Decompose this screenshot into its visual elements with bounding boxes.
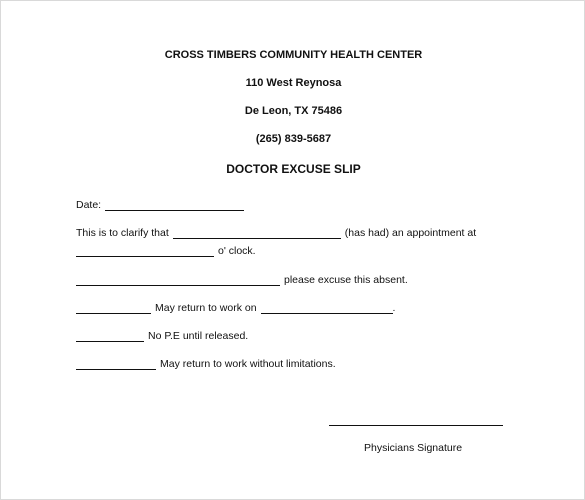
no-pe-label: No P.E until released. <box>148 330 249 342</box>
address-line-2: De Leon, TX 75486 <box>244 105 343 117</box>
no-limit-label: May return to work without limitations. <box>160 358 336 370</box>
org-name: CROSS TIMBERS COMMUNITY HEALTH CENTER <box>164 49 423 61</box>
return-on-label: May return to work on <box>155 302 257 314</box>
clarify-suffix: (has had) an appointment at <box>344 227 477 239</box>
date-label: Date: <box>76 199 102 211</box>
return-on-end: . <box>392 302 396 314</box>
no-limit-row <box>76 358 336 370</box>
date-blank <box>105 200 244 211</box>
no-pe-blank <box>76 331 144 342</box>
excuse-label: please excuse this absent. <box>284 274 408 286</box>
return-on-row <box>76 302 395 314</box>
clarify-prefix: This is to clarify that <box>76 227 169 239</box>
return-on-check-blank <box>76 303 151 314</box>
no-pe-row <box>76 330 248 342</box>
patient-name-blank <box>173 228 341 239</box>
date-row <box>76 199 244 211</box>
excuse-blank <box>76 275 280 286</box>
phone-number: (265) 839-5687 <box>255 133 332 145</box>
document-title: DOCTOR EXCUSE SLIP <box>226 162 361 176</box>
time-row <box>76 245 256 257</box>
address-line-1: 110 West Reynosa <box>245 77 342 89</box>
signature-label: Physicians Signature <box>364 442 463 454</box>
return-date-blank <box>261 303 393 314</box>
oclock-label: o' clock. <box>218 245 256 257</box>
clarify-row <box>76 227 476 239</box>
no-limit-blank <box>76 359 156 370</box>
excuse-row <box>76 274 408 286</box>
signature-line <box>329 425 503 426</box>
time-blank <box>76 246 214 257</box>
